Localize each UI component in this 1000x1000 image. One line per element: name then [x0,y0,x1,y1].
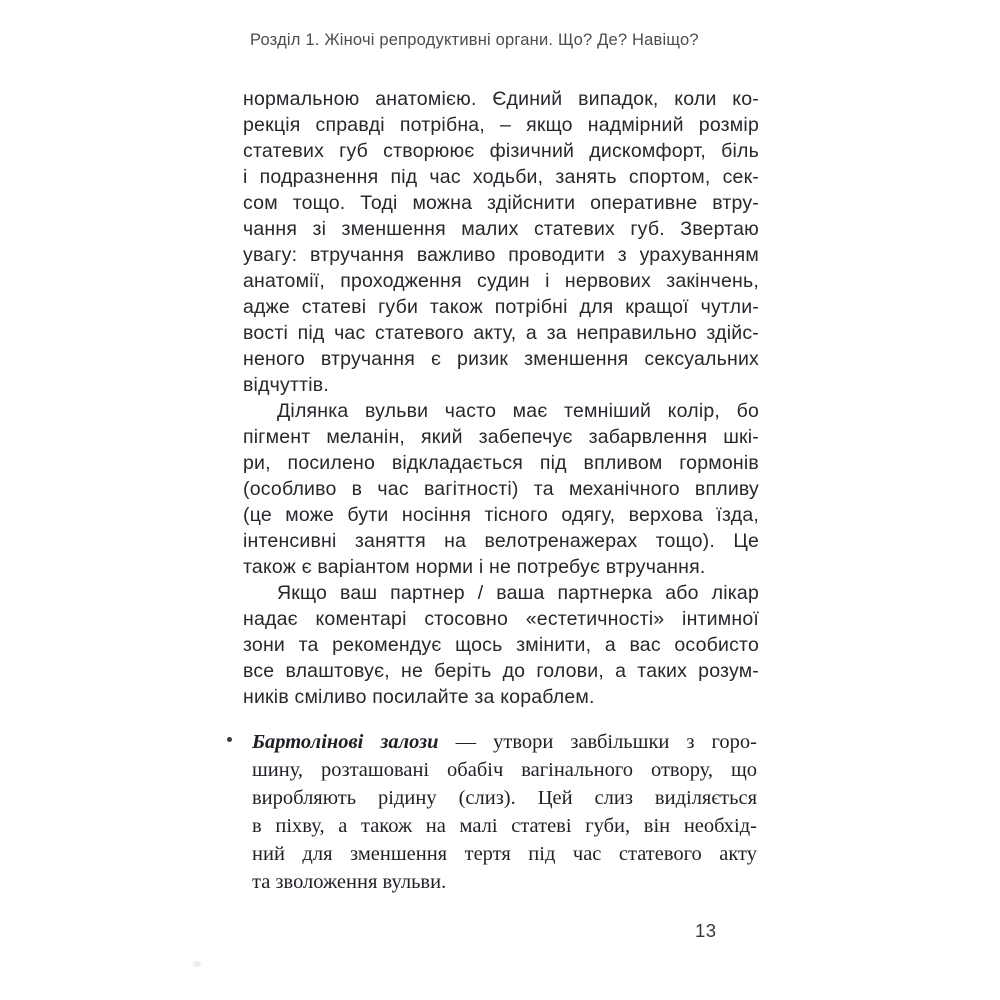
text-line: (особливо в час вагітності) та механічного впливу [243,478,759,500]
page-number: 13 [695,920,717,941]
text-line: в піхву, а також на малі статеві губи, він необхід- [252,815,757,837]
running-header: Розділ 1. Жіночі репродуктивні органи. Що? Де? Навіщо? [250,31,699,49]
text-line: відчуттів. [243,374,329,396]
text-line: та зволоження вульви. [252,871,447,893]
text-line: статевих губ створюює фізичний дискомфорт, біль [243,140,759,162]
text-line: ний для зменшення тертя під час статевого акту [252,843,757,865]
text-line: пігмент меланін, який забепечує забарвлення шкі- [243,426,759,448]
text-line: ників сміливо посилайте за кораблем. [243,686,595,708]
text-line: (це може бути носіння тісного одягу, верхова їзда, [243,504,759,526]
text-line: все влаштовує, не беріть до голови, а таких розум- [243,660,759,682]
bullet-marker-icon [227,737,232,742]
text-line: сом тощо. Тоді можна здійснити оперативне втру- [243,192,759,214]
text-line: нормальною анатомією. Єдиний випадок, коли ко- [243,88,759,110]
text-line: ри, посилено відкладається під впливом гормонів [243,452,759,474]
text-line: рекція справді потрібна, – якщо надмірний розмір [243,114,759,136]
text-line: надає коментарі стосовно «естетичності» інтимної [243,608,759,630]
body-text [243,86,759,710]
text-line: шину, розташовані обабіч вагінального отвору, що [252,759,757,781]
text-line: і подразнення під час ходьби, занять спортом, сек- [243,166,759,188]
text-line: інтенсивні заняття на велотренажерах тощо). Це [243,530,759,552]
bullet-term: Бартолінові залози [252,731,439,753]
bullet-definition-start: — утвори завбільшки з горо- [455,731,757,753]
text-line: анатомії, проходження судин і нервових закінчень, [243,270,759,292]
text-line: зони та рекомендує щось змінити, а вас особисто [243,634,759,656]
scan-artifact [193,961,201,967]
text-line: чання зі зменшення малих статевих губ. Звертаю [243,218,759,240]
text-line: Ділянка вульви часто має темніший колір, бо [277,400,759,422]
text-line: вості під час статевого акту, а за неправильно здійс- [243,322,759,344]
text-line: виробляють рідину (слиз). Цей слиз виділяється [252,787,757,809]
bullet-item [252,728,757,896]
text-line [252,728,757,756]
text-line: також є варіантом норми і не потребує втручання. [243,556,706,578]
text-line: увагу: втручання важливо проводити з урахуванням [243,244,759,266]
text-line: Якщо ваш партнер / ваша партнерка або лікар [277,582,759,604]
text-line: адже статеві губи також потрібні для кращої чутли- [243,296,759,318]
text-line: неного втручання є ризик зменшення сексуальних [243,348,759,370]
